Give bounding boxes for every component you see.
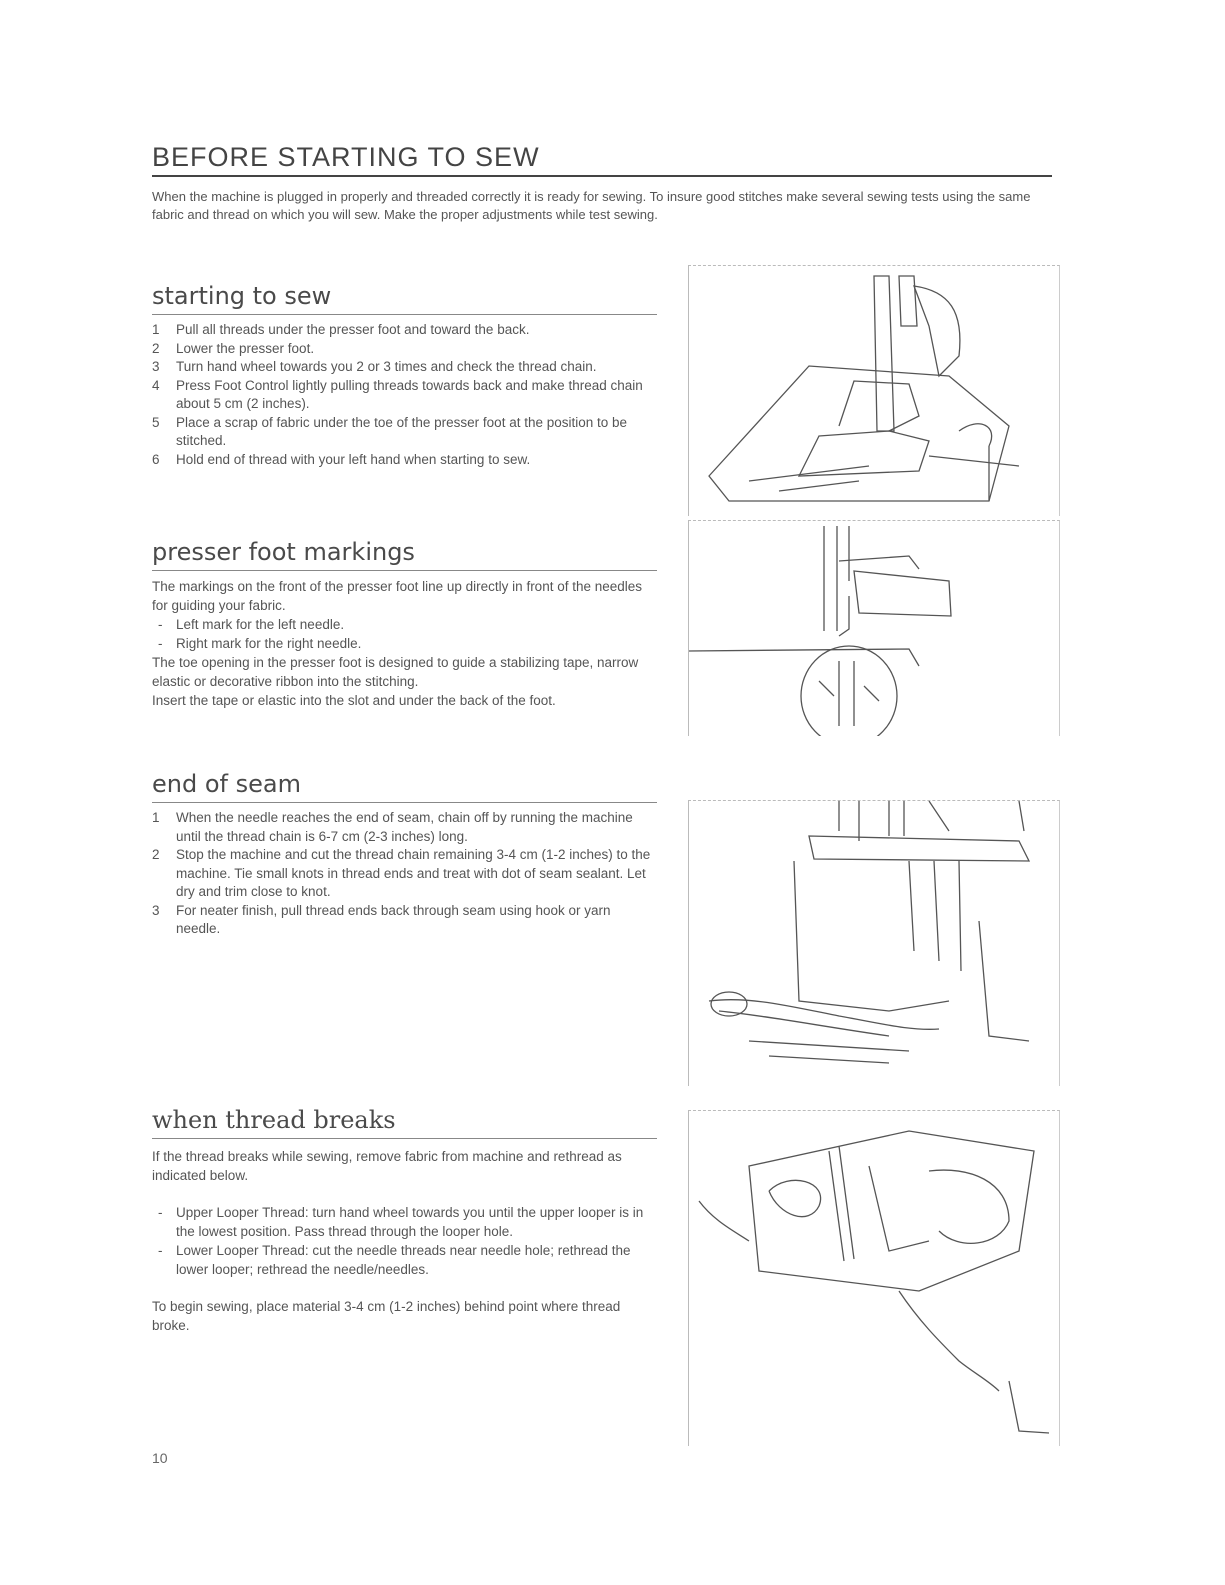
section-starting-to-sew bbox=[152, 282, 657, 469]
step-item: 2 Stop the machine and cut the thread chain remaining 3-4 cm (1-2 inches) to the machine. Tie small knots in thread ends and treat with dot of seam sealant. Let dry and trim close to knot. bbox=[152, 847, 651, 899]
breaks-para-2: To begin sewing, place material 3-4 cm (1-2 inches) behind point where thread broke. bbox=[152, 1299, 621, 1333]
figure-end-of-seam bbox=[688, 800, 1060, 1086]
step-item: 1 Pull all threads under the presser foot and toward the back. bbox=[152, 322, 530, 337]
step-item: 6 Hold end of thread with your left hand when starting to sew. bbox=[152, 451, 531, 467]
presser-foot-illustration bbox=[689, 266, 1057, 516]
thread-breaks-illustration bbox=[689, 1111, 1057, 1446]
step-item: 3 Turn hand wheel towards you 2 or 3 times and check the thread chain. bbox=[152, 359, 597, 374]
presser-para-2: The toe opening in the presser foot is designed to guide a stabilizing tape, narrow elastic or decorative ribbon into the stitching. bbox=[152, 655, 639, 689]
page-number: 10 bbox=[152, 1450, 168, 1466]
presser-para-3: Insert the tape or elastic into the slot and under the back of the foot. bbox=[152, 693, 556, 708]
presser-foot-markings-illustration bbox=[689, 521, 1057, 736]
bullet-item: - Right mark for the right needle. bbox=[158, 636, 362, 651]
section-end-of-seam bbox=[152, 770, 657, 939]
breaks-bullets bbox=[152, 1203, 657, 1279]
presser-para-1: The markings on the front of the presser foot line up directly in front of the needles for guiding your fabric. bbox=[152, 579, 643, 613]
intro-paragraph: When the machine is plugged in properly and threaded correctly it is ready for sewing. To insure good stitches make several sewing tests using the same fabric and thread on which you will sew. Make the proper adjustments while test sewing. bbox=[152, 189, 1031, 222]
figure-starting-to-sew bbox=[688, 265, 1060, 516]
section-title-presser: presser foot markings bbox=[152, 538, 657, 571]
endseam-steps bbox=[152, 809, 657, 939]
page-title: BEFORE STARTING TO SEW bbox=[152, 142, 1052, 177]
breaks-para-1: If the thread breaks while sewing, remove fabric from machine and rethread as indicated below. bbox=[152, 1149, 622, 1183]
bullet-item: - Lower Looper Thread: cut the needle threads near needle hole; rethread the lower looper; rethread the needle/needles. bbox=[158, 1243, 631, 1277]
step-item: 2 Lower the presser foot. bbox=[152, 340, 315, 356]
section-thread-breaks bbox=[152, 1106, 657, 1335]
step-item: 4 Press Foot Control lightly pulling threads towards back and make thread chain about 5 cm (2 inches). bbox=[152, 377, 643, 411]
section-title-endseam: end of seam bbox=[152, 770, 657, 803]
figure-presser-foot-markings bbox=[688, 520, 1060, 736]
presser-bullets bbox=[152, 615, 657, 653]
section-title-breaks: when thread breaks bbox=[152, 1106, 657, 1139]
step-item: 3 For neater finish, pull thread ends back through seam using hook or yarn needle. bbox=[152, 902, 611, 936]
step-item: 1 When the needle reaches the end of seam, chain off by running the machine until the thread chain is 6-7 cm (2-3 inches) long. bbox=[152, 810, 633, 844]
starting-steps bbox=[152, 321, 657, 469]
end-of-seam-illustration bbox=[689, 801, 1057, 1086]
figure-thread-breaks bbox=[688, 1110, 1060, 1446]
step-item: 5 Place a scrap of fabric under the toe of the presser foot at the position to be stitched. bbox=[152, 414, 628, 448]
section-title-starting: starting to sew bbox=[152, 282, 657, 315]
bullet-item: - Left mark for the left needle. bbox=[158, 617, 345, 632]
section-presser-foot bbox=[152, 538, 657, 710]
bullet-item: - Upper Looper Thread: turn hand wheel towards you until the upper looper is in the lowest position. Pass thread through the looper hole. bbox=[158, 1205, 644, 1239]
